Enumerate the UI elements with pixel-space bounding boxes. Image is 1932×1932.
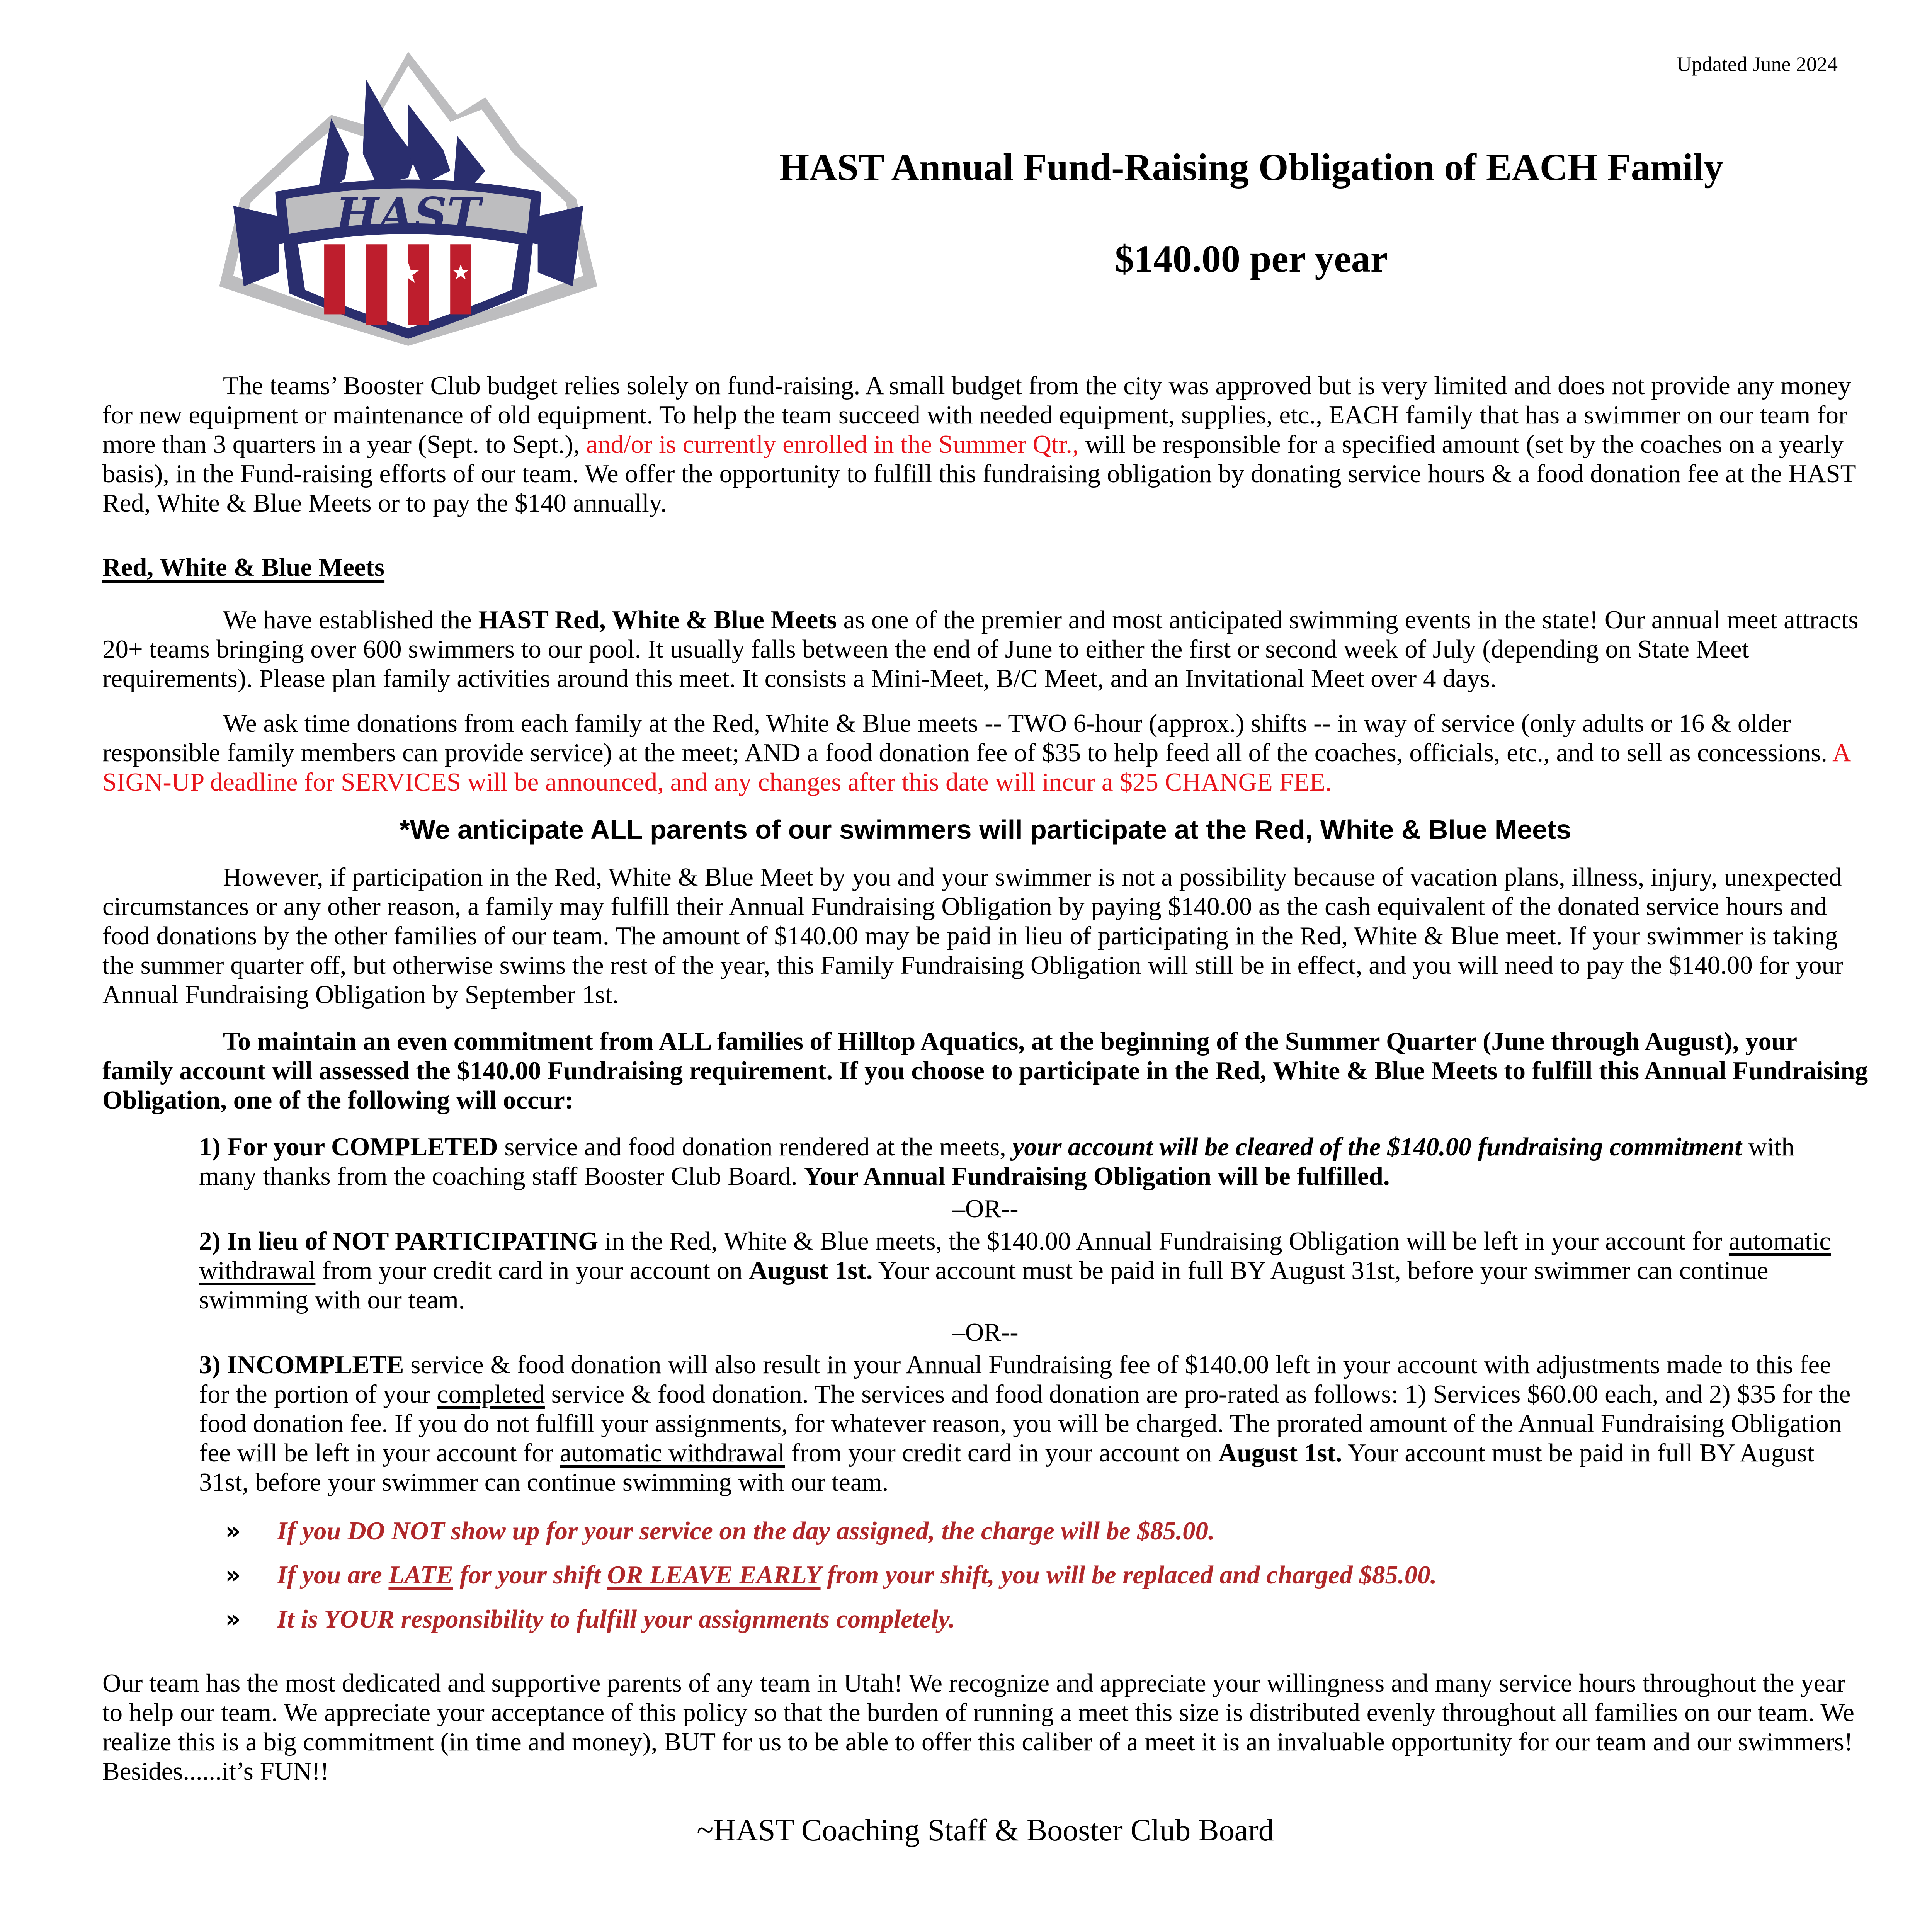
intro-text-2: will be responsible for a specified amount (set by the coaches on a yearly basis), in the Fund-raising efforts of our team. We offer the opportunity to fulfill this fundraising obligation by donating service hours & a food donation fee at the HAST Red, White & Blue Meets or to pay the $140 annually. (102, 430, 1856, 517)
section-heading-rwb: Red, White & Blue Meets (102, 553, 385, 582)
option-3-date: August 1st. (1218, 1439, 1342, 1467)
warning-late-b: for your shift (453, 1561, 607, 1589)
warning-late-text (277, 1560, 1437, 1590)
option-2-text-c: Your account must be paid in full BY August 31st, before your swimmer can continue swimming with our team. (199, 1256, 1769, 1314)
or-separator-2: –OR-- (952, 1318, 1019, 1347)
star-icon: ★ (346, 260, 365, 284)
double-chevron-icon: » (225, 1605, 241, 1633)
intro-paragraph (102, 371, 1868, 518)
rwb-p2-text: We ask time donations from each family at the Red, White & Blue meets -- TWO 6-hour (approx.) shifts -- in way of service (only adults or 16 & older responsible family members can provide service) at the meet; AND a food donation fee of $35 to help feed all of the coaches, officials, etc., and to sell as concessions. (102, 709, 1833, 767)
double-chevron-icon: » (225, 1561, 241, 1589)
signature: ~HAST Coaching Staff & Booster Club Board (697, 1813, 1274, 1847)
warning-late-c: from your shift, you will be replaced and charged $85.00. (820, 1561, 1437, 1589)
signup-deadline-notice: A SIGN-UP deadline for SERVICES will be announced, and any changes after this date will incur a $25 CHANGE FEE. (102, 738, 1850, 796)
warning-no-show (225, 1516, 1868, 1546)
anticipate-statement: *We anticipate ALL parents of our swimmers will participate at the Red, White & Blue Meets (399, 815, 1571, 845)
option-3-underline-withdrawal: automatic withdrawal (560, 1439, 785, 1467)
warning-late (225, 1560, 1868, 1590)
rwb-paragraph-3: However, if participation in the Red, White & Blue Meet by you and your swimmer is not a possibility because of vacation plans, illness, injury, unexpected circumstances or any other reason, a family may fulfill their Annual Fundraising Obligation by paying $140.00 as the cash equivalent of the donated service hours and food donations by the other families of our team. The amount of $140.00 may be paid in lieu of participating in the Red, White & Blue meet. If your swimmer is taking the summer quarter off, but otherwise swims the rest of the year, this Family Fundraising Obligation will still be in effect, and you will need to pay the $140.00 for your Annual Fundraising Obligation by September 1st. (102, 863, 1844, 1009)
option-2-text-b: from your credit card in your account on (315, 1256, 749, 1285)
option-2-text-a: in the Red, White & Blue meets, the $140.00 Annual Fundraising Obligation will be left in your account for (598, 1227, 1729, 1255)
warning-no-show-text: If you DO NOT show up for your service on the day assigned, the charge will be $85.00. (277, 1517, 1215, 1545)
warning-leave-early-underline: OR LEAVE EARLY (607, 1561, 821, 1589)
option-1-italic: your account will be cleared of the $140.00 fundraising commitment (1012, 1133, 1742, 1161)
option-1-fulfilled: Your Annual Fundraising Obligation will be fulfilled. (804, 1162, 1390, 1190)
rwb-paragraph-2 (102, 709, 1868, 797)
closing-paragraph: Our team has the most dedicated and supportive parents of any team in Utah! We recognize and appreciate your willingness and many service hours throughout the year to help our team. We appreciate your acceptance of this policy so that the burden of running a meet this size is distributed evenly throughout all families on our team. We realize this is a big commitment (in time and money), BUT for us to be able to offer this caliber of a meet it is an invaluable opportunity for our team and our swimmers! Besides......it’s FUN!! (102, 1669, 1854, 1786)
option-1 (199, 1132, 1857, 1191)
hast-logo (192, 48, 625, 349)
option-3-bold: INCOMPLETE (227, 1350, 404, 1379)
warning-late-a: If you are (277, 1561, 389, 1589)
or-separator-1: –OR-- (952, 1194, 1019, 1223)
rwb-p1-text-a: We have established the (223, 605, 478, 634)
option-2 (199, 1226, 1857, 1315)
warning-late-underline: LATE (388, 1561, 453, 1589)
option-1-number: 1) For your (199, 1133, 331, 1161)
intro-text-1: The teams’ Booster Club budget relies solely on fund-raising. A small budget from the city was approved but is very limited and does not provide any money for new equipment or maintenance of old equipment. To help the team succeed with needed equipment, supplies, etc., EACH family that has a swimmer on our team for more than 3 quarters in a year (Sept. to Sept.), (102, 371, 1851, 459)
document-header (0, 0, 1932, 371)
page-title: HAST Annual Fund-Raising Obligation of EACH Family (779, 146, 1723, 189)
hast-shield-icon (192, 48, 625, 349)
rwb-p1-bold: HAST Red, White & Blue Meets (478, 605, 837, 634)
intro-summer-note: and/or is currently enrolled in the Summer Qtr., (586, 430, 1079, 459)
option-3-underline-completed: completed (437, 1380, 545, 1408)
option-3-text-a: service & food donation will also result in your Annual Fundraising fee of $140.00 left in your account with adjustments made to this fee for the portion of your (199, 1350, 1832, 1408)
option-2-date: August 1st. (749, 1256, 873, 1285)
option-1-bold: COMPLETED (331, 1133, 498, 1161)
option-1-text-b: with many thanks from the coaching staff Booster Club Board. (199, 1133, 1794, 1190)
logo-text: HAST (335, 187, 481, 242)
option-1-text-a: service and food donation rendered at the meets, (498, 1133, 1013, 1161)
option-2-number: 2) In lieu of (199, 1227, 333, 1255)
star-icon: ★ (451, 260, 470, 284)
rwb-paragraph-4: To maintain an even commitment from ALL families of Hilltop Aquatics, at the beginning of the Summer Quarter (June through August), your family account will assessed the $140.00 Fundraising requirement. If you choose to participate in the Red, White & Blue Meets to fulfill this Annual Fundraising Obligation, one of the following will occur: (102, 1027, 1868, 1114)
document-body (0, 371, 1932, 1848)
star-icon: ★ (396, 257, 421, 290)
option-3 (199, 1350, 1857, 1497)
rwb-paragraph-1 (102, 605, 1868, 693)
option-3-number: 3) (199, 1350, 227, 1379)
double-chevron-icon: » (225, 1517, 241, 1545)
rwb-p1-text-b: as one of the premier and most anticipated swimming events in the state! Our annual meet attracts 20+ teams bringing over 600 swimmers to our pool. It usually falls between the end of June to either the first or second week of July (depending on State Meet requirements). Please plan family activities around this meet. It consists a Mini-Meet, B/C Meet, and an Invitational Meet over 4 days. (102, 605, 1859, 693)
warning-responsibility (225, 1604, 1868, 1634)
updated-date: Updated June 2024 (1677, 53, 1838, 76)
option-3-text-d: Your account must be paid in full BY August 31st, before your swimmer can continue swimming with our team. (199, 1439, 1815, 1497)
option-3-text-c: from your credit card in your account on (785, 1439, 1219, 1467)
option-2-bold: NOT PARTICIPATING (333, 1227, 599, 1255)
annual-price: $140.00 per year (1114, 237, 1388, 280)
option-2-underline: automatic withdrawal (199, 1227, 1831, 1285)
option-3-text-b: service & food donation. The services and food donation are pro-rated as follows: 1) Services $60.00 each, and 2) $35 for the food donation fee. If you do not fulfill your assignments, for whatever reason, you will be charged. The prorated amount of the Annual Fundraising Obligation fee will be left in your account for (199, 1380, 1851, 1467)
warning-responsibility-text: It is YOUR responsibility to fulfill your assignments completely. (277, 1605, 956, 1633)
